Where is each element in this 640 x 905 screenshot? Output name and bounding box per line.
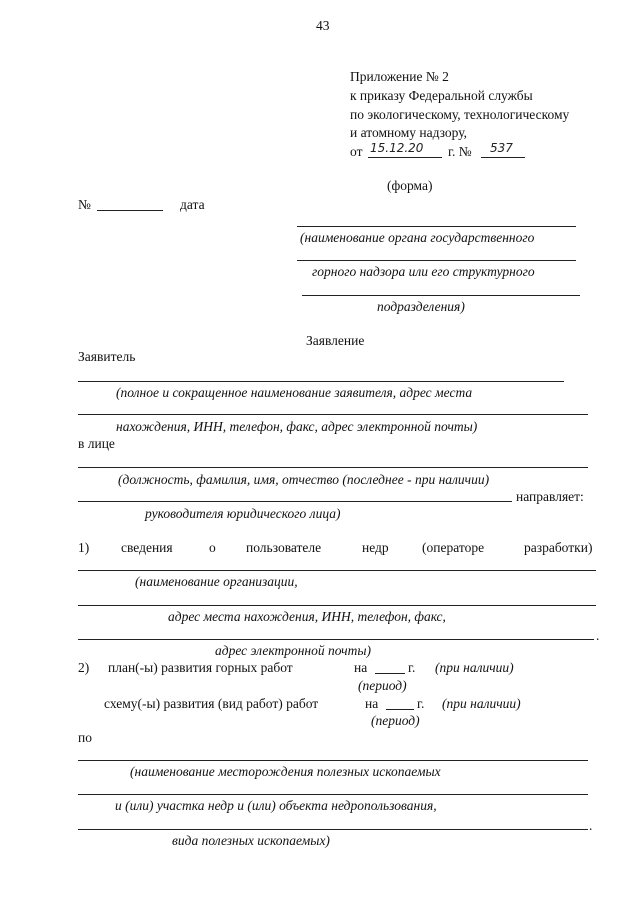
order-date-handwritten: 15.12.20 xyxy=(370,141,424,155)
representative-line-2 xyxy=(78,501,512,502)
org-hint-1: (наименование организации, xyxy=(135,574,298,589)
deposit-hint-3: вида полезных ископаемых) xyxy=(172,833,330,848)
item-1-word-5: (операторе xyxy=(422,540,485,555)
scheme-year-line xyxy=(386,709,414,710)
org-line-2 xyxy=(78,605,596,606)
item-1-word-6: разработки) xyxy=(524,540,593,555)
deposit-line-3-period: . xyxy=(589,818,593,833)
sends-label: направляет: xyxy=(516,489,584,504)
deposit-line-3 xyxy=(78,829,588,830)
order-from-label: от xyxy=(350,144,363,159)
in-person-label: в лице xyxy=(78,436,115,451)
item-1-word-3: пользователе xyxy=(246,540,322,555)
scheme-if-available: (при наличии) xyxy=(442,696,521,711)
deposit-hint-1: (наименование месторождения полезных ископаемых xyxy=(130,764,441,779)
addressee-line-2 xyxy=(297,260,576,261)
org-line-3-period: . xyxy=(596,628,600,643)
appendix-line-4: и атомному надзору, xyxy=(350,125,467,140)
date-label: дата xyxy=(180,197,205,212)
scheme-period-hint: (период) xyxy=(371,713,420,728)
addressee-hint-3: подразделения) xyxy=(377,299,465,314)
order-number-line xyxy=(481,157,525,158)
page-number: 43 xyxy=(316,18,330,33)
order-date-line xyxy=(368,157,442,158)
addressee-line-1 xyxy=(297,226,576,227)
representative-line-1 xyxy=(78,467,588,468)
applicant-hint-2: нахождения, ИНН, телефон, факс, адрес электронной почты) xyxy=(116,419,478,434)
addressee-hint-2: горного надзора или его структурного xyxy=(312,264,535,279)
number-field-line xyxy=(97,210,163,211)
plan-year-line xyxy=(375,673,405,674)
appendix-line-3: по экологическому, технологическому xyxy=(350,107,570,122)
form-label: (форма) xyxy=(387,178,433,193)
po-label: по xyxy=(78,730,92,745)
org-hint-2: адрес места нахождения, ИНН, телефон, факс, xyxy=(168,609,446,624)
order-number-label: г. № xyxy=(448,144,472,159)
scheme-label: схему(-ы) развития (вид работ) работ xyxy=(104,696,319,711)
plan-if-available: (при наличии) xyxy=(435,660,514,675)
document-title: Заявление xyxy=(306,333,365,348)
item-1-number: 1) xyxy=(78,540,90,555)
plan-on-label: на xyxy=(354,660,368,675)
scheme-on-label: на xyxy=(365,696,379,711)
applicant-line-1 xyxy=(78,381,564,382)
addressee-line-3 xyxy=(302,295,580,296)
scheme-year-label: г. xyxy=(417,696,425,711)
position-hint-2: руководителя юридического лица) xyxy=(145,506,341,521)
deposit-line-1 xyxy=(78,760,588,761)
addressee-hint-1: (наименование органа государственного xyxy=(300,230,535,245)
deposit-line-2 xyxy=(78,794,588,795)
item-2-number: 2) xyxy=(78,660,90,675)
org-hint-3: адрес электронной почты) xyxy=(215,643,371,658)
plan-label: план(-ы) развития горных работ xyxy=(108,660,293,675)
appendix-line-2: к приказу Федеральной службы xyxy=(350,88,533,103)
applicant-label: Заявитель xyxy=(78,349,136,364)
position-hint-1: (должность, фамилия, имя, отчество (последнее - при наличии) xyxy=(118,472,490,487)
item-1-word-2: о xyxy=(209,540,216,555)
item-1-word-4: недр xyxy=(362,540,389,555)
deposit-hint-2: и (или) участка недр и (или) объекта недропользования, xyxy=(115,798,437,813)
appendix-title: Приложение № 2 xyxy=(350,69,449,84)
org-line-1 xyxy=(78,570,596,571)
order-number-handwritten: 537 xyxy=(490,141,513,155)
applicant-line-2 xyxy=(78,414,588,415)
applicant-hint-1: (полное и сокращенное наименование заявителя, адрес места xyxy=(116,385,473,400)
plan-year-label: г. xyxy=(408,660,416,675)
org-line-3 xyxy=(78,639,594,640)
number-label: № xyxy=(78,197,91,212)
plan-period-hint: (период) xyxy=(358,678,407,693)
item-1-word-1: сведения xyxy=(121,540,173,555)
